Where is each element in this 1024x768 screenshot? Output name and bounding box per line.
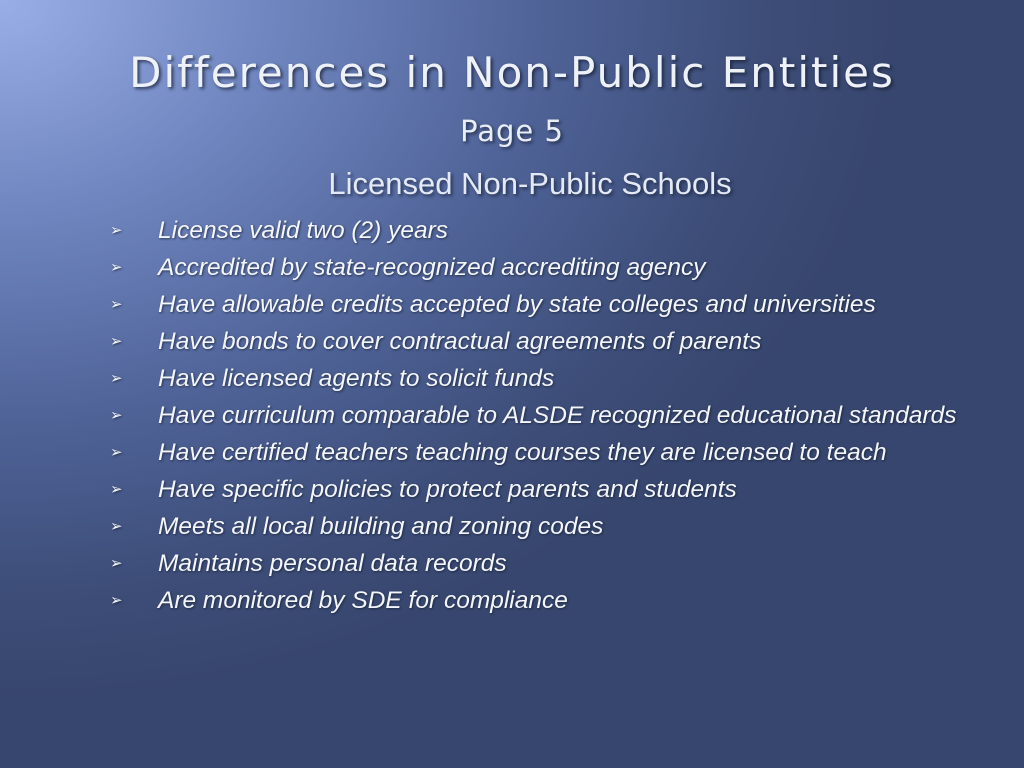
arrow-bullet-icon: ➢ — [110, 444, 123, 461]
arrow-bullet-icon: ➢ — [110, 296, 123, 313]
bullet-item — [110, 401, 960, 431]
arrow-bullet-icon: ➢ — [110, 518, 123, 535]
slide-title: Differences in Non-Public Entities — [129, 48, 895, 97]
bullet-text: License valid two (2) years — [158, 217, 449, 244]
bullet-item — [110, 549, 960, 579]
bullet-text: Are monitored by SDE for compliance — [158, 587, 568, 614]
arrow-bullet-icon: ➢ — [110, 407, 123, 424]
arrow-bullet-icon: ➢ — [110, 555, 123, 572]
slide-subtitle: Page 5 — [460, 114, 564, 148]
arrow-bullet-icon: ➢ — [110, 333, 123, 350]
bullet-item — [110, 364, 960, 394]
bullet-text: Meets all local building and zoning codes — [158, 513, 604, 540]
bullet-item — [110, 475, 960, 505]
bullet-text: Accredited by state-recognized accrediting agency — [158, 254, 706, 281]
bullet-item — [110, 290, 960, 320]
bullet-text: Have specific policies to protect parents and students — [158, 476, 737, 503]
bullet-item — [110, 216, 960, 246]
arrow-bullet-icon: ➢ — [110, 259, 123, 276]
arrow-bullet-icon: ➢ — [110, 592, 123, 609]
bullet-text: Have allowable credits accepted by state colleges and universities — [158, 291, 876, 318]
arrow-bullet-icon: ➢ — [110, 481, 123, 498]
bullet-item — [110, 512, 960, 542]
bullet-list — [110, 216, 960, 623]
arrow-bullet-icon: ➢ — [110, 222, 123, 239]
bullet-text: Have bonds to cover contractual agreements of parents — [158, 328, 762, 355]
arrow-bullet-icon: ➢ — [110, 370, 123, 387]
bullet-item — [110, 253, 960, 283]
bullet-item — [110, 586, 960, 616]
bullet-text: Have curriculum comparable to ALSDE recognized educational standards — [158, 402, 957, 429]
bullet-text: Have licensed agents to solicit funds — [158, 365, 555, 392]
section-heading: Licensed Non-Public Schools — [328, 166, 732, 201]
bullet-item — [110, 327, 960, 357]
bullet-text: Have certified teachers teaching courses they are licensed to teach — [158, 439, 887, 466]
bullet-item — [110, 438, 960, 468]
bullet-text: Maintains personal data records — [158, 550, 507, 577]
